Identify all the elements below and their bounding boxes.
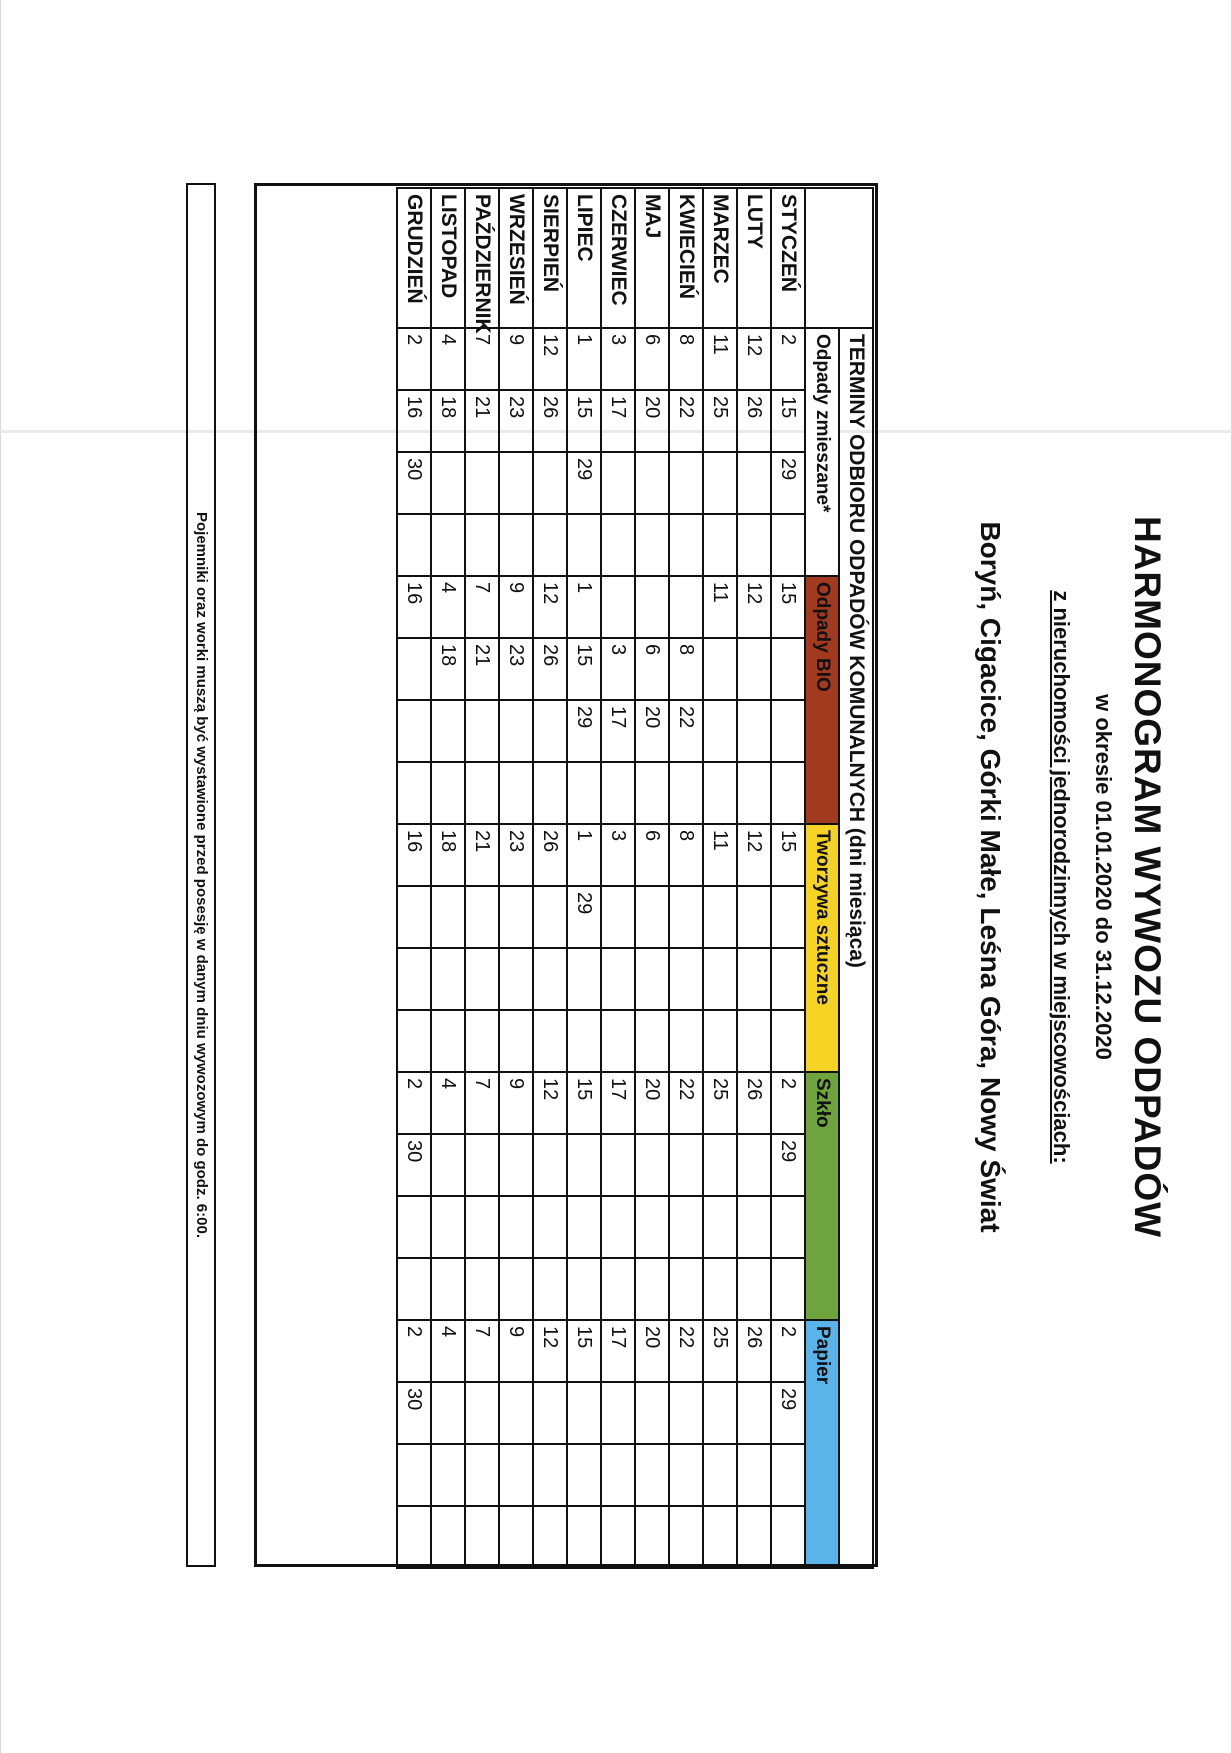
day-cell-plastic	[771, 1010, 805, 1072]
day-cell-plastic	[601, 886, 635, 948]
day-cell-plastic	[465, 886, 499, 948]
day-cell-mixed	[533, 452, 567, 514]
day-cell-bio	[431, 700, 465, 762]
day-cell-mixed: 8	[669, 328, 703, 390]
day-cell-bio	[669, 762, 703, 824]
day-cell-mixed: 15	[771, 390, 805, 452]
day-cell-bio: 22	[669, 700, 703, 762]
day-cell-paper	[737, 1506, 771, 1568]
rotated-document	[56, 167, 1176, 1587]
day-cell-mixed	[737, 452, 771, 514]
day-cell-paper	[669, 1506, 703, 1568]
day-cell-bio: 17	[601, 700, 635, 762]
day-cell-paper	[397, 1506, 431, 1568]
day-cell-bio: 15	[771, 576, 805, 638]
day-cell-paper: 7	[465, 1320, 499, 1382]
day-cell-bio	[635, 576, 669, 638]
day-cell-plastic: 18	[431, 824, 465, 886]
day-cell-mixed: 15	[567, 390, 601, 452]
day-cell-mixed	[431, 514, 465, 576]
month-label: GRUDZIEŃ	[397, 188, 431, 328]
day-cell-bio	[703, 762, 737, 824]
day-cell-plastic	[397, 948, 431, 1010]
day-cell-paper	[397, 1444, 431, 1506]
day-cell-paper	[771, 1506, 805, 1568]
day-cell-paper	[703, 1506, 737, 1568]
day-cell-glass: 2	[771, 1072, 805, 1134]
day-cell-mixed	[737, 514, 771, 576]
day-cell-glass: 9	[499, 1072, 533, 1134]
day-cell-plastic	[567, 1010, 601, 1072]
day-cell-plastic: 21	[465, 824, 499, 886]
table-row	[567, 188, 601, 1568]
day-cell-plastic	[567, 948, 601, 1010]
day-cell-paper: 22	[669, 1320, 703, 1382]
day-cell-bio	[771, 762, 805, 824]
day-cell-paper	[533, 1506, 567, 1568]
day-cell-plastic	[737, 1010, 771, 1072]
day-cell-glass	[601, 1134, 635, 1196]
day-cell-plastic	[601, 948, 635, 1010]
day-cell-mixed: 9	[499, 328, 533, 390]
day-cell-bio: 23	[499, 638, 533, 700]
day-cell-paper	[703, 1444, 737, 1506]
day-cell-paper	[431, 1382, 465, 1444]
day-cell-paper	[465, 1444, 499, 1506]
footnote-box: Pojemniki oraz worki muszą być wystawione przed posesję w danym dniu wywozowym do godz. 6:00.	[186, 183, 216, 1567]
day-cell-plastic	[703, 886, 737, 948]
day-cell-mixed: 26	[533, 390, 567, 452]
day-cell-bio	[703, 638, 737, 700]
day-cell-plastic	[465, 948, 499, 1010]
day-cell-glass	[635, 1196, 669, 1258]
day-cell-paper: 2	[397, 1320, 431, 1382]
day-cell-paper	[465, 1382, 499, 1444]
day-cell-paper	[533, 1444, 567, 1506]
month-label: WRZESIEŃ	[499, 188, 533, 328]
day-cell-bio	[397, 762, 431, 824]
day-cell-bio: 26	[533, 638, 567, 700]
day-cell-mixed: 29	[567, 452, 601, 514]
day-cell-plastic	[669, 1010, 703, 1072]
day-cell-plastic: 26	[533, 824, 567, 886]
day-cell-paper: 17	[601, 1320, 635, 1382]
day-cell-glass	[737, 1258, 771, 1320]
day-cell-glass	[431, 1134, 465, 1196]
day-cell-paper	[635, 1506, 669, 1568]
day-cell-bio	[465, 762, 499, 824]
day-cell-plastic: 23	[499, 824, 533, 886]
day-cell-mixed	[499, 452, 533, 514]
day-cell-mixed: 12	[737, 328, 771, 390]
day-cell-paper	[567, 1382, 601, 1444]
day-cell-plastic	[635, 1010, 669, 1072]
day-cell-bio	[669, 576, 703, 638]
day-cell-bio	[737, 762, 771, 824]
day-cell-plastic	[703, 948, 737, 1010]
day-cell-paper: 20	[635, 1320, 669, 1382]
day-cell-mixed: 7	[465, 328, 499, 390]
day-cell-glass	[567, 1258, 601, 1320]
day-cell-glass	[771, 1258, 805, 1320]
day-cell-bio	[703, 700, 737, 762]
month-label: LUTY	[737, 188, 771, 328]
day-cell-glass	[737, 1196, 771, 1258]
day-cell-mixed: 2	[397, 328, 431, 390]
day-cell-paper: 15	[567, 1320, 601, 1382]
day-cell-mixed	[601, 514, 635, 576]
category-header-plastic: Tworzywa sztuczne	[805, 824, 839, 1072]
day-cell-paper	[703, 1382, 737, 1444]
table-row	[397, 188, 431, 1568]
day-cell-bio	[771, 638, 805, 700]
day-cell-bio	[601, 576, 635, 638]
day-cell-mixed: 18	[431, 390, 465, 452]
day-cell-plastic: 12	[737, 824, 771, 886]
day-cell-glass: 29	[771, 1134, 805, 1196]
day-cell-plastic	[771, 886, 805, 948]
day-cell-plastic: 29	[567, 886, 601, 948]
day-cell-mixed: 6	[635, 328, 669, 390]
day-cell-mixed	[465, 514, 499, 576]
day-cell-glass: 12	[533, 1072, 567, 1134]
day-cell-bio: 16	[397, 576, 431, 638]
day-cell-bio	[397, 700, 431, 762]
day-cell-mixed: 12	[533, 328, 567, 390]
day-cell-plastic	[397, 886, 431, 948]
day-cell-paper: 9	[499, 1320, 533, 1382]
day-cell-glass	[465, 1258, 499, 1320]
table-row	[669, 188, 703, 1568]
month-label: CZERWIEC	[601, 188, 635, 328]
day-cell-paper	[533, 1382, 567, 1444]
day-cell-glass	[567, 1134, 601, 1196]
day-cell-bio: 21	[465, 638, 499, 700]
category-header-glass: Szkło	[805, 1072, 839, 1320]
day-cell-glass	[737, 1134, 771, 1196]
day-cell-glass	[601, 1258, 635, 1320]
day-cell-glass	[465, 1134, 499, 1196]
day-cell-bio	[465, 700, 499, 762]
table-row	[635, 188, 669, 1568]
day-cell-paper	[601, 1444, 635, 1506]
day-cell-paper	[635, 1382, 669, 1444]
month-label: LISTOPAD	[431, 188, 465, 328]
day-cell-mixed: 23	[499, 390, 533, 452]
day-cell-plastic	[397, 1010, 431, 1072]
day-cell-plastic: 3	[601, 824, 635, 886]
day-cell-plastic	[737, 948, 771, 1010]
day-cell-paper	[431, 1506, 465, 1568]
day-cell-paper	[635, 1444, 669, 1506]
day-cell-glass	[431, 1258, 465, 1320]
day-cell-bio	[737, 700, 771, 762]
day-cell-paper: 30	[397, 1382, 431, 1444]
day-cell-mixed	[703, 514, 737, 576]
day-cell-plastic	[635, 948, 669, 1010]
period-line: w okresie 01.01.2020 do 31.12.2020	[1091, 693, 1116, 1060]
day-cell-mixed	[533, 514, 567, 576]
day-cell-mixed: 26	[737, 390, 771, 452]
day-cell-bio: 15	[567, 638, 601, 700]
day-cell-bio: 12	[737, 576, 771, 638]
day-cell-plastic	[465, 1010, 499, 1072]
day-cell-paper: 29	[771, 1382, 805, 1444]
day-cell-plastic	[499, 1010, 533, 1072]
table-row	[601, 188, 635, 1568]
day-cell-bio	[499, 762, 533, 824]
table-row	[465, 188, 499, 1568]
day-cell-mixed: 29	[771, 452, 805, 514]
day-cell-glass	[601, 1196, 635, 1258]
month-label: SIERPIEŃ	[533, 188, 567, 328]
day-cell-bio: 4	[431, 576, 465, 638]
day-cell-mixed: 21	[465, 390, 499, 452]
day-cell-glass	[431, 1196, 465, 1258]
day-cell-glass	[703, 1134, 737, 1196]
day-cell-plastic	[669, 886, 703, 948]
day-cell-paper	[737, 1382, 771, 1444]
day-cell-glass	[533, 1196, 567, 1258]
day-cell-plastic	[737, 886, 771, 948]
day-cell-glass: 7	[465, 1072, 499, 1134]
day-cell-mixed: 16	[397, 390, 431, 452]
day-cell-bio	[771, 700, 805, 762]
day-cell-glass	[499, 1196, 533, 1258]
day-cell-glass	[567, 1196, 601, 1258]
day-cell-paper	[669, 1444, 703, 1506]
day-cell-mixed	[635, 452, 669, 514]
day-cell-bio	[499, 700, 533, 762]
day-cell-mixed	[635, 514, 669, 576]
day-cell-glass	[669, 1258, 703, 1320]
day-cell-bio: 18	[431, 638, 465, 700]
day-cell-plastic	[703, 1010, 737, 1072]
day-cell-glass: 26	[737, 1072, 771, 1134]
day-cell-bio	[533, 700, 567, 762]
day-cell-glass: 2	[397, 1072, 431, 1134]
day-cell-mixed	[465, 452, 499, 514]
day-cell-plastic: 6	[635, 824, 669, 886]
day-cell-paper	[499, 1506, 533, 1568]
day-cell-plastic	[533, 1010, 567, 1072]
day-cell-glass: 15	[567, 1072, 601, 1134]
category-header-paper: Papier	[805, 1320, 839, 1568]
day-cell-mixed: 20	[635, 390, 669, 452]
day-cell-glass: 20	[635, 1072, 669, 1134]
month-label: LIPIEC	[567, 188, 601, 328]
day-cell-glass	[669, 1134, 703, 1196]
day-cell-glass: 30	[397, 1134, 431, 1196]
day-cell-mixed	[601, 452, 635, 514]
day-cell-mixed: 30	[397, 452, 431, 514]
day-cell-bio	[431, 762, 465, 824]
day-cell-mixed	[669, 514, 703, 576]
day-cell-glass: 25	[703, 1072, 737, 1134]
day-cell-paper	[499, 1382, 533, 1444]
day-cell-glass	[669, 1196, 703, 1258]
day-cell-mixed: 3	[601, 328, 635, 390]
day-cell-bio	[397, 638, 431, 700]
day-cell-glass	[635, 1258, 669, 1320]
day-cell-glass	[635, 1134, 669, 1196]
category-header-mixed: Odpady zmieszane*	[805, 328, 839, 576]
day-cell-glass	[533, 1134, 567, 1196]
day-cell-glass	[465, 1196, 499, 1258]
day-cell-paper	[465, 1506, 499, 1568]
month-label: MAJ	[635, 188, 669, 328]
table-main-header: TERMINY ODBIORU ODPADÓW KOMUNALNYCH (dni miesiąca)	[839, 328, 873, 1568]
day-cell-glass	[771, 1196, 805, 1258]
day-cell-mixed	[703, 452, 737, 514]
day-cell-bio: 7	[465, 576, 499, 638]
document-title: HARMONOGRAM WYWOZU ODPADÓW	[1127, 515, 1168, 1238]
page-edge-left	[0, 0, 1, 1753]
month-label: PAŹDZIERNIK	[465, 188, 499, 328]
table-row	[431, 188, 465, 1568]
day-cell-plastic	[635, 886, 669, 948]
day-cell-paper: 26	[737, 1320, 771, 1382]
day-cell-paper	[771, 1444, 805, 1506]
day-cell-mixed: 11	[703, 328, 737, 390]
day-cell-mixed: 25	[703, 390, 737, 452]
day-cell-bio	[533, 762, 567, 824]
table-row	[737, 188, 771, 1568]
day-cell-paper	[601, 1382, 635, 1444]
day-cell-mixed: 22	[669, 390, 703, 452]
day-cell-bio: 3	[601, 638, 635, 700]
day-cell-mixed: 4	[431, 328, 465, 390]
day-cell-paper: 2	[771, 1320, 805, 1382]
table-row	[499, 188, 533, 1568]
day-cell-plastic: 1	[567, 824, 601, 886]
schedule-table	[396, 187, 874, 1569]
day-cell-paper	[431, 1444, 465, 1506]
day-cell-mixed	[669, 452, 703, 514]
day-cell-plastic	[499, 948, 533, 1010]
day-cell-paper	[499, 1444, 533, 1506]
day-cell-paper	[669, 1382, 703, 1444]
day-cell-glass	[499, 1258, 533, 1320]
day-cell-paper: 12	[533, 1320, 567, 1382]
subtitle-line: z nieruchomości jednorodzinnych w miejscowościach:	[1049, 589, 1074, 1164]
day-cell-bio: 9	[499, 576, 533, 638]
day-cell-plastic	[431, 1010, 465, 1072]
day-cell-plastic	[499, 886, 533, 948]
day-cell-plastic: 15	[771, 824, 805, 886]
day-cell-plastic	[771, 948, 805, 1010]
day-cell-glass	[703, 1258, 737, 1320]
day-cell-bio: 20	[635, 700, 669, 762]
day-cell-plastic: 16	[397, 824, 431, 886]
day-cell-paper: 25	[703, 1320, 737, 1382]
table-row	[533, 188, 567, 1568]
day-cell-bio: 29	[567, 700, 601, 762]
day-cell-plastic	[669, 948, 703, 1010]
day-cell-mixed: 17	[601, 390, 635, 452]
day-cell-glass: 22	[669, 1072, 703, 1134]
day-cell-mixed	[499, 514, 533, 576]
table-row	[703, 188, 737, 1568]
day-cell-mixed: 2	[771, 328, 805, 390]
day-cell-glass	[499, 1134, 533, 1196]
day-cell-glass	[703, 1196, 737, 1258]
table-row	[771, 188, 805, 1568]
day-cell-bio: 12	[533, 576, 567, 638]
day-cell-bio: 6	[635, 638, 669, 700]
day-cell-bio: 11	[703, 576, 737, 638]
day-cell-glass	[397, 1258, 431, 1320]
day-cell-glass: 4	[431, 1072, 465, 1134]
day-cell-bio	[635, 762, 669, 824]
category-header-bio: Odpady BIO	[805, 576, 839, 824]
day-cell-plastic: 8	[669, 824, 703, 886]
day-cell-paper: 4	[431, 1320, 465, 1382]
day-cell-mixed	[431, 452, 465, 514]
day-cell-mixed	[771, 514, 805, 576]
month-label: KWIECIEŃ	[669, 188, 703, 328]
day-cell-mixed	[567, 514, 601, 576]
day-cell-paper	[567, 1444, 601, 1506]
table-corner-cell	[805, 188, 873, 328]
day-cell-bio: 8	[669, 638, 703, 700]
day-cell-glass	[397, 1196, 431, 1258]
day-cell-plastic	[533, 948, 567, 1010]
day-cell-plastic	[431, 948, 465, 1010]
day-cell-paper	[601, 1506, 635, 1568]
month-label: MARZEC	[703, 188, 737, 328]
day-cell-bio	[601, 762, 635, 824]
day-cell-plastic	[533, 886, 567, 948]
day-cell-plastic: 11	[703, 824, 737, 886]
day-cell-plastic	[601, 1010, 635, 1072]
day-cell-plastic	[431, 886, 465, 948]
day-cell-glass	[533, 1258, 567, 1320]
day-cell-paper	[737, 1444, 771, 1506]
day-cell-mixed	[397, 514, 431, 576]
day-cell-paper	[567, 1506, 601, 1568]
day-cell-bio: 1	[567, 576, 601, 638]
day-cell-mixed: 1	[567, 328, 601, 390]
day-cell-bio	[567, 762, 601, 824]
month-label: STYCZEŃ	[771, 188, 805, 328]
localities-line: Boryń, Cigacice, Górki Małe, Leśna Góra, Nowy Świat	[975, 520, 1006, 1233]
day-cell-glass: 17	[601, 1072, 635, 1134]
day-cell-bio	[737, 638, 771, 700]
